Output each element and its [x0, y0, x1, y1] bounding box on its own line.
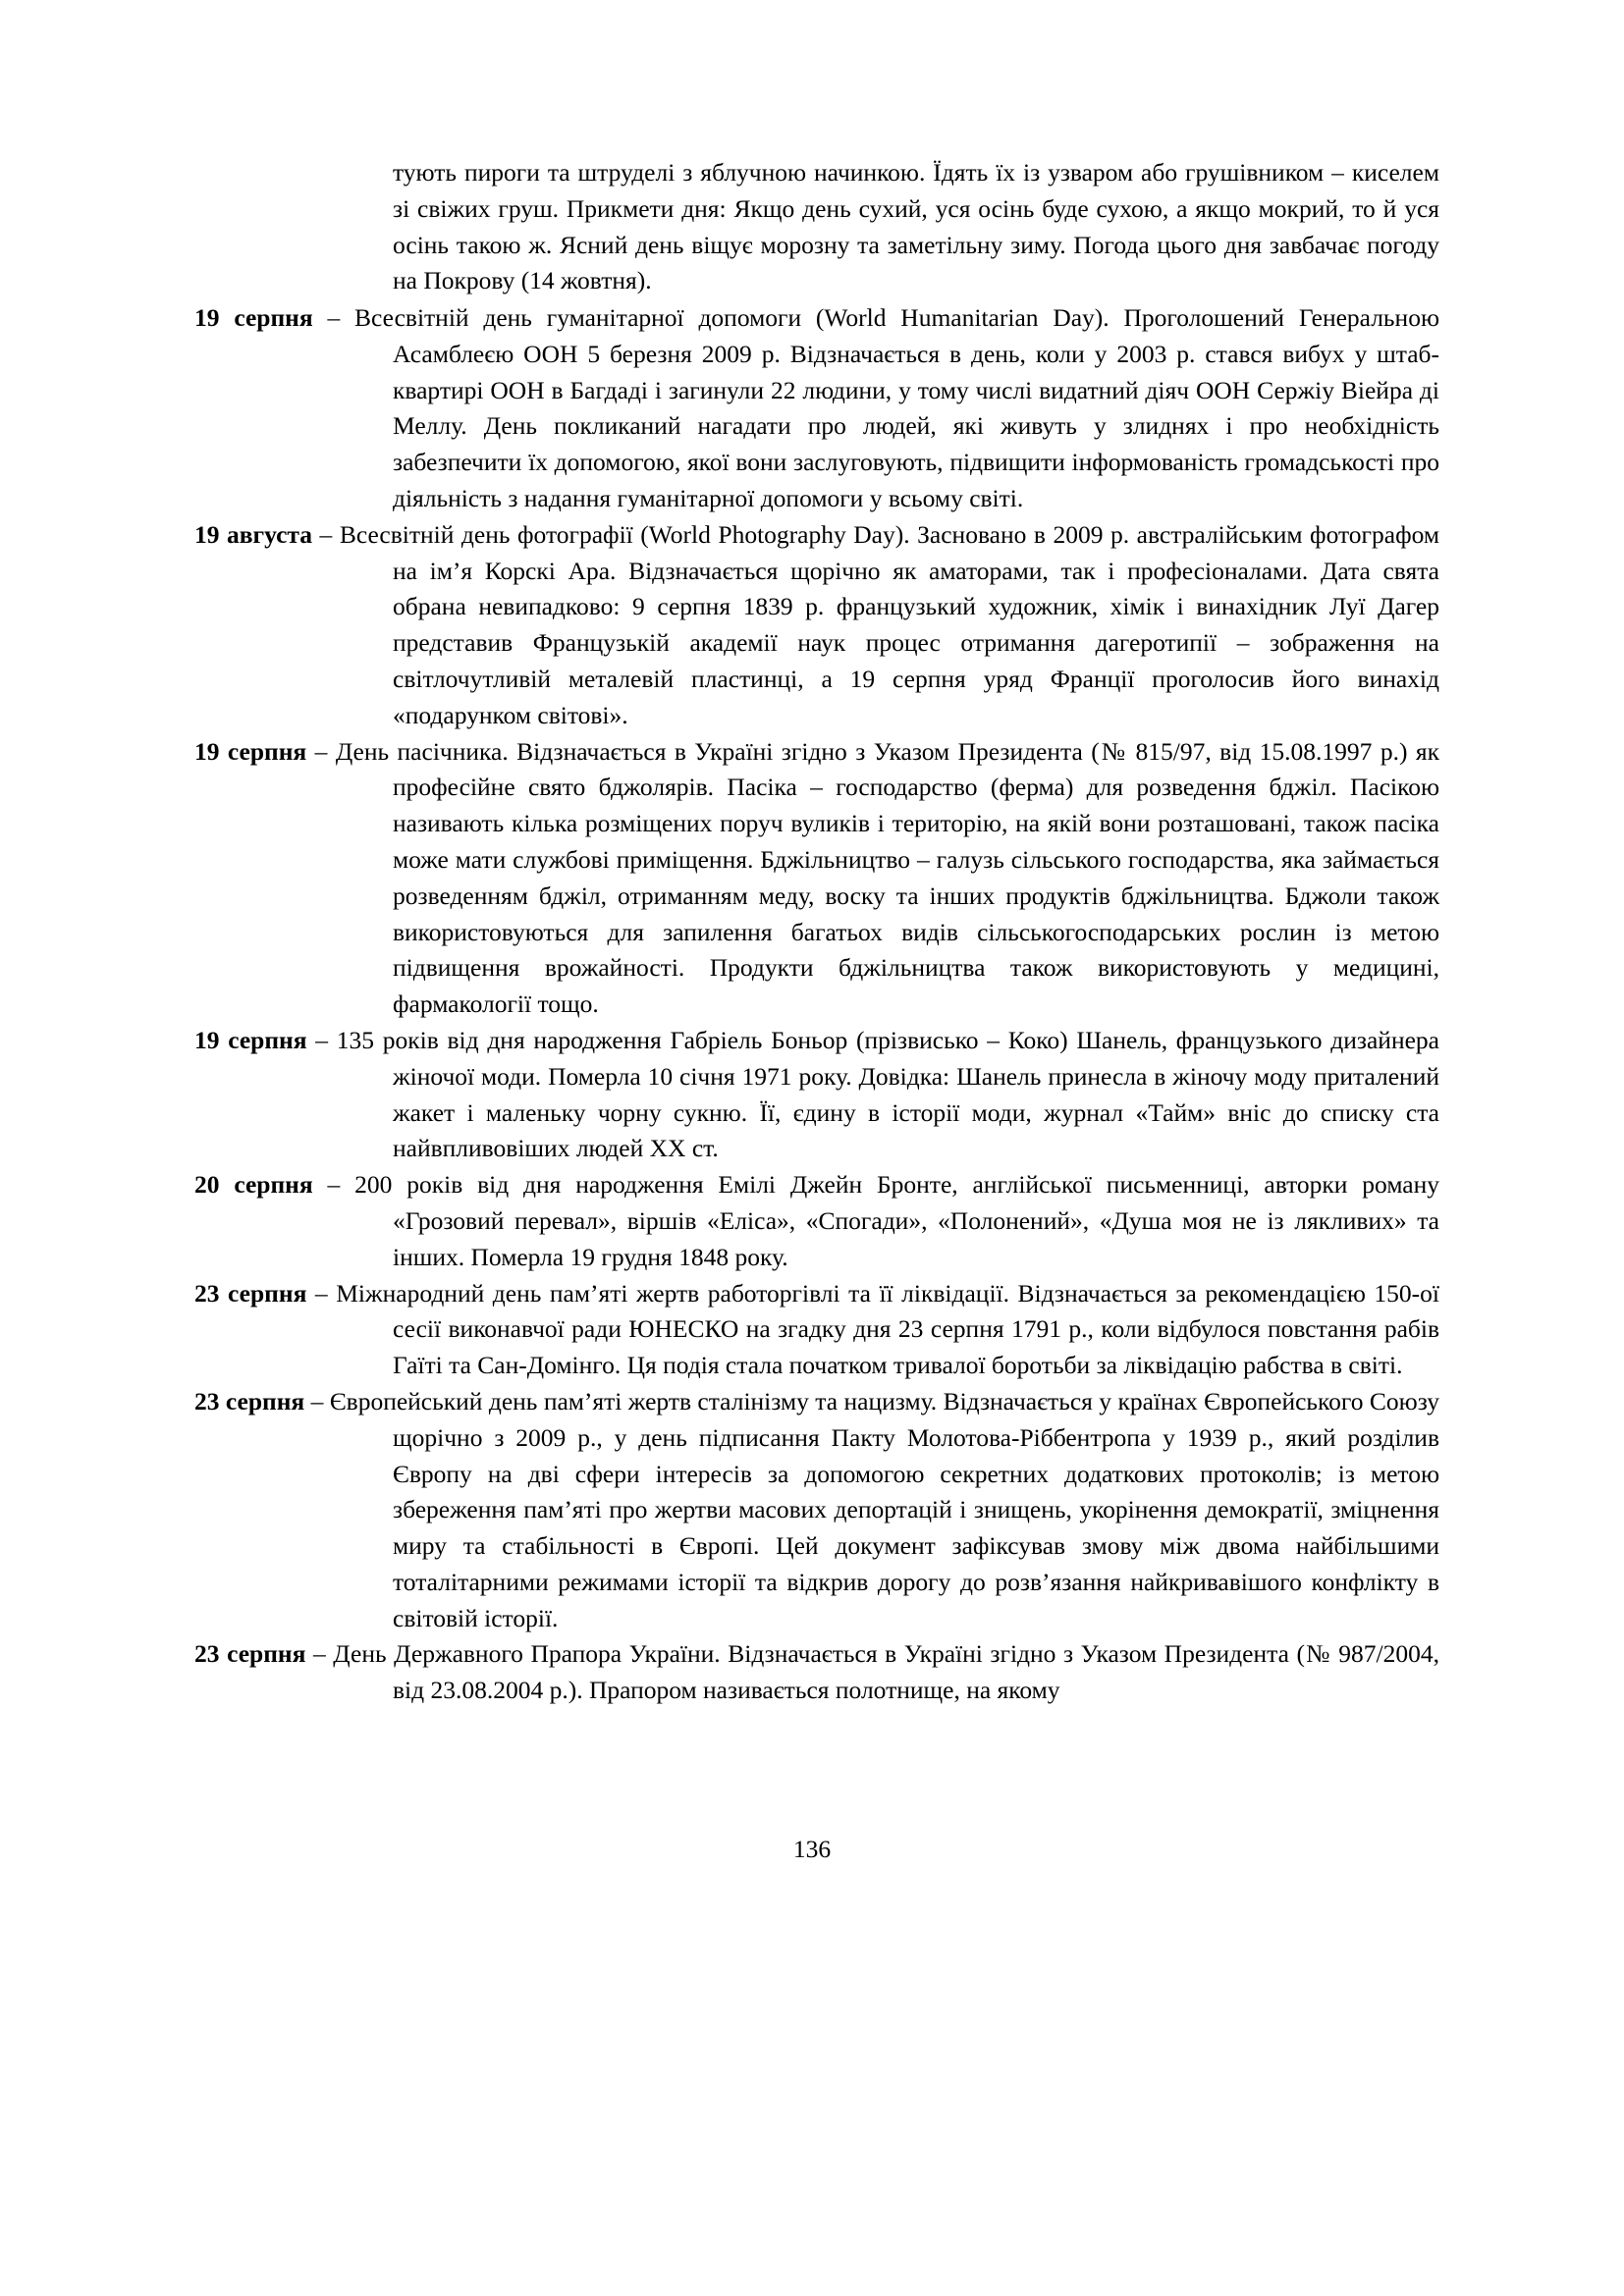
calendar-entry: [194, 734, 1439, 1023]
entry-text: – Всесвітній день фотографії (World Photography Day). Засновано в 2009 р. австралійським фотографом на ім’я Корскі Ара. Відзначається щорічно як аматорами, так і професіоналами. Дата свята обрана невипадково: 9 серпня 1839 р. французький художник, хімік і винахідник Луї Дагер представив Французькій академії наук процес отримання дагеротипії – зображення на світлочутливій металевій пластинці, а 19 серпня уряд Франції проголосив його винахід «подарунком світові».: [312, 519, 1439, 729]
entry-date: 23 серпня: [194, 1639, 306, 1669]
entry-date: 19 серпня: [194, 303, 313, 332]
page-number: 136: [792, 1835, 832, 1863]
entry-text: – 135 років від дня народження Габріель Боньор (прізвисько – Коко) Шанель, французького дизайнера жіночої моди. Померла 10 січня 1971 року. Довідка: Шанель принесла в жіночу моду приталений жакет і маленьку чорну сукню. Її, єдину в історії моди, журнал «Тайм» вніс до списку ста найвпливовіших людей XX ст.: [306, 1025, 1439, 1163]
continuation-paragraph: тують пироги та штруделі з яблучною начинкою. Їдять їх із узваром або грушівником – киселем зі свіжих груш. Прикмети дня: Якщо день сухий, уся осінь буде сухою, а якщо мокрий, то й уся осінь такою ж. Ясний день віщує морозну та заметільну зиму. Погода цього дня завбачає погоду на Покрову (14 жовтня).: [393, 158, 1439, 295]
entry-date: 19 августа: [194, 519, 313, 549]
entry-date: 20 серпня: [194, 1170, 313, 1200]
entry-date: 19 серпня: [194, 736, 307, 766]
calendar-entry: [194, 1167, 1439, 1275]
calendar-entry: [194, 517, 1439, 734]
calendar-entry: [194, 1023, 1439, 1167]
entry-date: 23 серпня: [194, 1278, 307, 1308]
entry-text: – Європейський день пам’яті жертв сталінізму та нацизму. Відзначається у країнах Європейського Союзу щорічно з 2009 р., у день підписання Пакту Молотова-Ріббентропа у 1939 р., який розділив Європу на дві сфери інтересів за допомогою секретних додаткових протоколів; із метою збереження пам’яті про жертви масових депортацій і знищень, укорінення демократії, зміцнення миру та стабільності в Європі. Цей документ зафіксував змову між двома найбільшими тоталітарними режимами історії та відкрив дорогу до розв’язання найкривавішого конфлікту в світовій історії.: [304, 1386, 1439, 1632]
calendar-entry: [194, 1636, 1439, 1709]
entry-date: 19 серпня: [194, 1025, 307, 1054]
entry-text: – День пасічника. Відзначається в Україні згідно з Указом Президента (№ 815/97, від 15.08.1997 р.) як професійне свято бджолярів. Пасіка – господарство (ферма) для розведення бджіл. Пасікою називають кілька розміщених поруч вуликів і територію, на якій вони розташовані, також пасіка може мати службові приміщення. Бджільництво – галузь сільського господарства, яка займається розведенням бджіл, отриманням меду, воску та інших продуктів бджільництва. Бджоли також використовуються для запилення багатьох видів сільськогосподарських рослин із метою підвищення врожайності. Продукти бджільництва також використовують у медицині, фармакології тощо.: [306, 736, 1439, 1019]
entry-date: 23 серпня: [194, 1386, 305, 1415]
calendar-entry: [194, 300, 1439, 517]
calendar-entries: [194, 300, 1439, 1709]
entry-text: – Міжнародний день пам’яті жертв работоргівлі та її ліквідації. Відзначається за рекомендацією 150-ої сесії виконавчої ради ЮНЕСКО на згадку дня 23 серпня 1791 р., коли відбулося повстання рабів Гаїті та Сан-Домінго. Ця подія стала початком тривалої боротьби за ліквідацію рабства в світі.: [306, 1278, 1440, 1380]
entry-text: – День Державного Прапора України. Відзначається в Україні згідно з Указом Президента (№ 987/2004, від 23.08.2004 р.). Прапором називається полотнище, на якому: [305, 1639, 1439, 1705]
entry-text: – 200 років від дня народження Емілі Джейн Бронте, англійської письменниці, авторки роману «Грозовий перевал», віршів «Еліса», «Спогади», «Полонений», «Душа моя не із лякливих» та інших. Померла 19 грудня 1848 року.: [312, 1170, 1439, 1271]
calendar-entry: [194, 1276, 1439, 1384]
calendar-entry: [194, 1384, 1439, 1637]
entry-text: – Всесвітній день гуманітарної допомоги (World Humanitarian Day). Проголошений Генеральною Асамблеєю ООН 5 березня 2009 р. Відзначається в день, коли у 2003 р. стався вибух у штаб-квартирі ООН в Багдаді і загинули 22 людини, у тому числі видатний діяч ООН Сержіу Віейра ді Меллу. День покликаний нагадати про людей, які живуть у злиднях і про необхідність забезпечити їх допомогою, якої вони заслуговують, підвищити інформованість громадськості про діяльність з надання гуманітарної допомоги у всьому світі.: [312, 303, 1439, 512]
